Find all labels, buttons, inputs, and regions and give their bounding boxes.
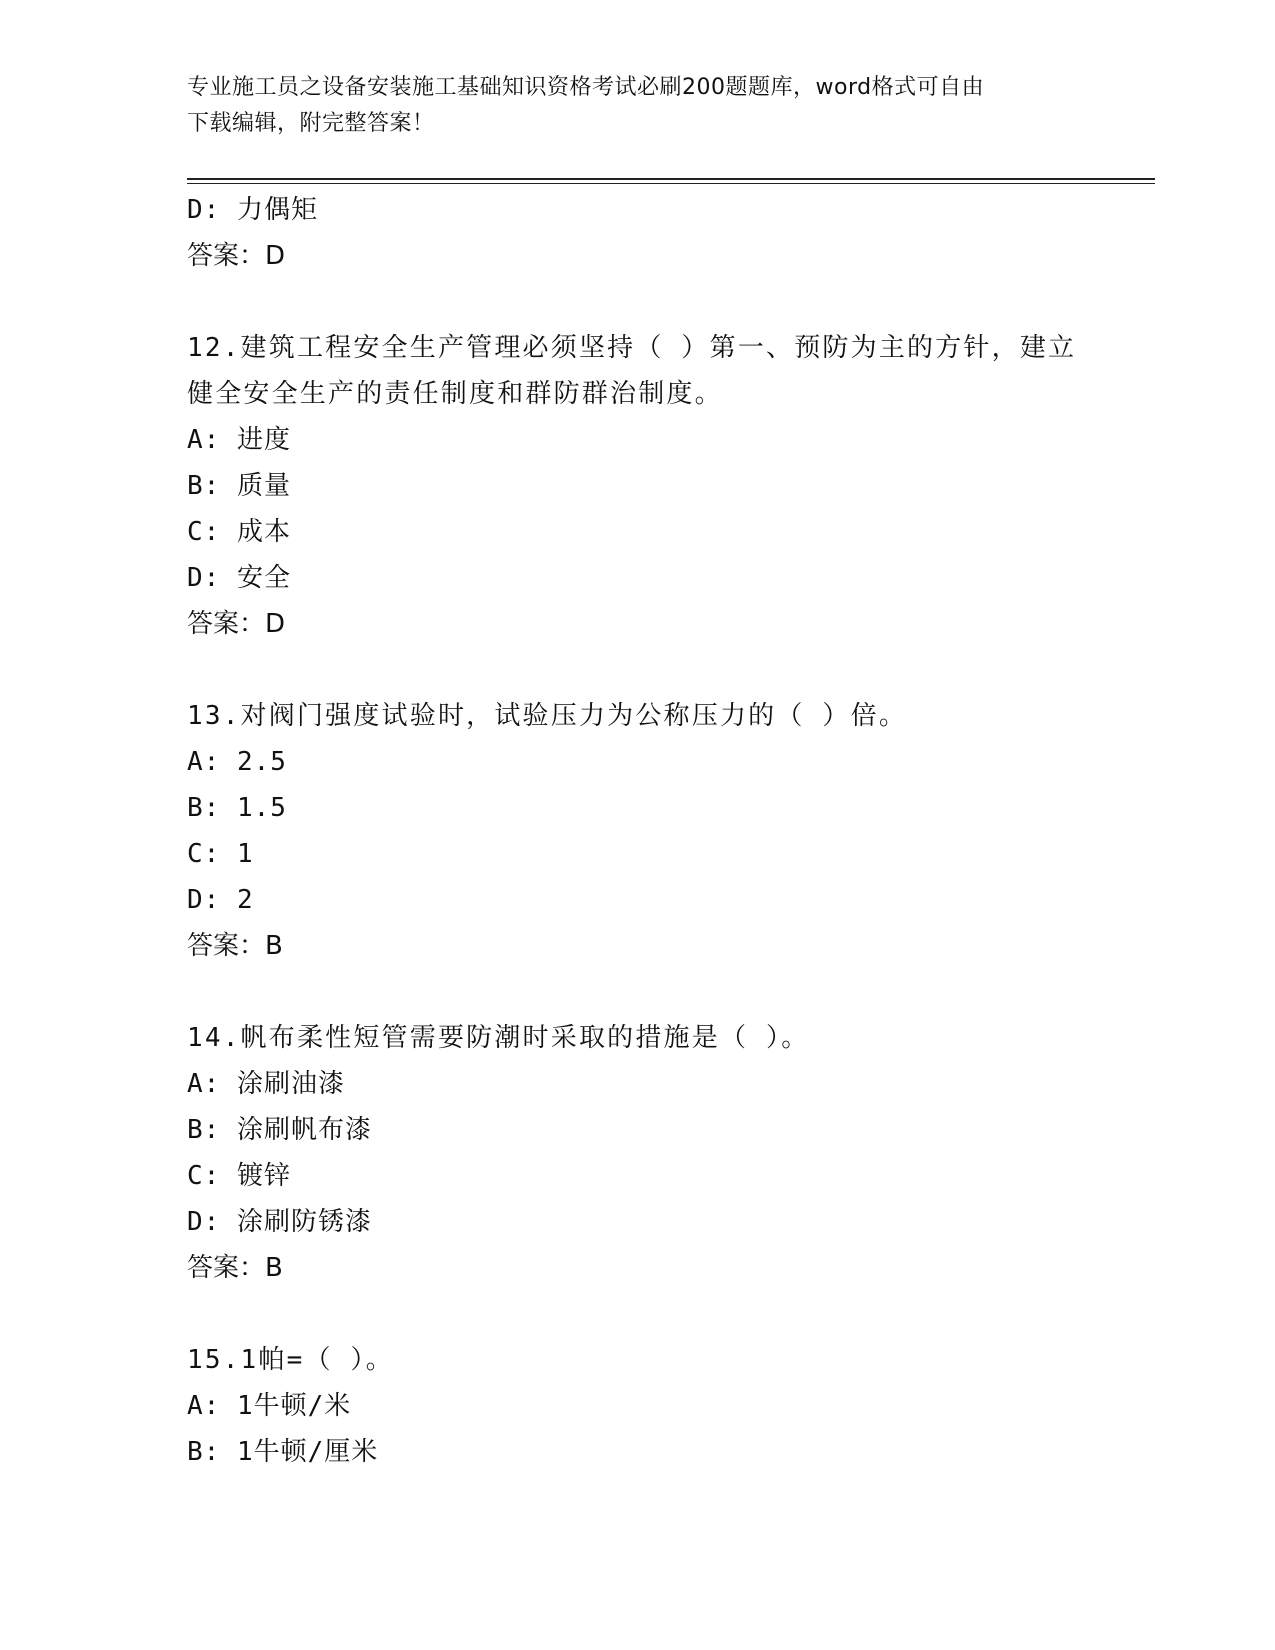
header-line-2: 下载编辑，附完整答案！: [187, 111, 435, 136]
option-c: C: 成本: [187, 517, 291, 547]
option-a: A: 2.5: [187, 747, 287, 777]
header-divider-thick: [187, 178, 1155, 180]
question-13: [187, 693, 1087, 969]
question-list: [187, 187, 1087, 1475]
option-c: C: 1: [187, 839, 254, 869]
option-a: A: 进度: [187, 425, 291, 455]
question-text: 13.对阀门强度试验时，试验压力为公称压力的（ ）倍。: [187, 701, 908, 731]
question-14: [187, 1015, 1087, 1291]
option-a: A: 涂刷油漆: [187, 1069, 345, 1099]
option-b: B: 1牛顿/厘米: [187, 1437, 379, 1467]
answer: 答案：B: [187, 931, 283, 961]
question-15: [187, 1337, 1087, 1475]
option-b: B: 涂刷帆布漆: [187, 1115, 372, 1145]
option-b: B: 质量: [187, 471, 291, 501]
question-text: 14.帆布柔性短管需要防潮时采取的措施是（ ）。: [187, 1023, 810, 1053]
prev-option-d: D: 力偶矩: [187, 195, 318, 225]
answer: 答案：B: [187, 1253, 283, 1283]
prev-answer: 答案：D: [187, 241, 286, 271]
option-a: A: 1牛顿/米: [187, 1391, 352, 1421]
question-text: 12.建筑工程安全生产管理必须坚持（ ）第一、预防为主的方针，建立健全安全生产的责任制度和群防群治制度。: [187, 333, 1077, 409]
option-d: D: 安全: [187, 563, 291, 593]
option-d: D: 2: [187, 885, 254, 915]
option-c: C: 镀锌: [187, 1161, 291, 1191]
option-b: B: 1.5: [187, 793, 287, 823]
header-line-1: 专业施工员之设备安装施工基础知识资格考试必刷200题题库，word格式可自由: [187, 75, 985, 100]
option-d: D: 涂刷防锈漆: [187, 1207, 372, 1237]
document-header: [187, 70, 1087, 142]
header-divider-thin: [187, 183, 1155, 184]
question-12: [187, 325, 1087, 647]
answer: 答案：D: [187, 609, 286, 639]
question-text: 15.1帕=（ ）。: [187, 1345, 394, 1375]
